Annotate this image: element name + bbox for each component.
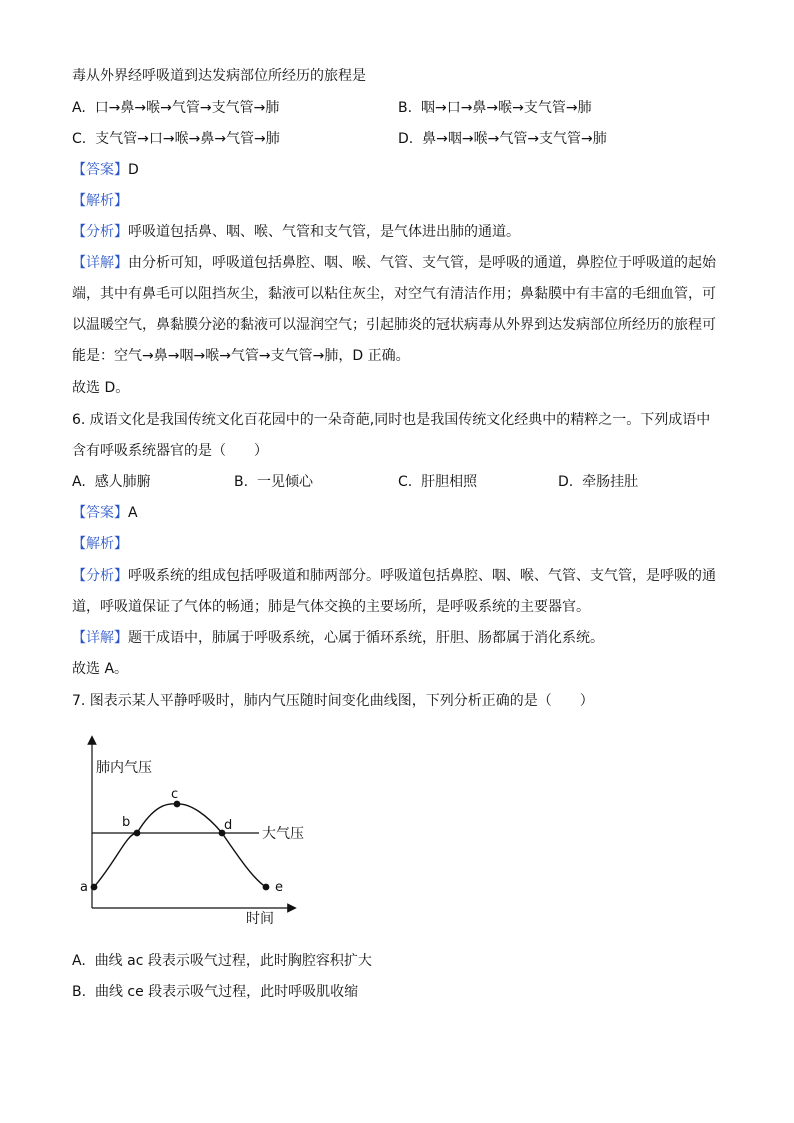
- q6-fenxi-line-1: 【分析】呼吸系统的组成包括呼吸道和肺两部分。呼吸道包括鼻腔、咽、喉、气管、支气管，是呼吸的通: [72, 568, 716, 584]
- y-axis-label: 肺内气压: [96, 760, 152, 776]
- q5-xiangjie-line-3: 以温暖空气，鼻黏膜分泌的黏液可以湿润空气；引起肺炎的冠状病毒从外界到达发病部位所经历的旅程可: [72, 317, 716, 333]
- q6-stem-line-2: 含有呼吸系统器官的是（ ）: [72, 443, 268, 459]
- point-a: [91, 884, 98, 891]
- q5-option-c: C. 支气管→口→喉→鼻→气管→肺: [72, 131, 280, 147]
- q6-xiangjie: 【详解】题干成语中，肺属于呼吸系统，心属于循环系统，肝胆、肠都属于消化系统。: [72, 630, 604, 646]
- q5-answer: 【答案】D: [72, 162, 139, 178]
- label-d: d: [224, 818, 233, 833]
- point-b: [134, 830, 141, 837]
- label-c: c: [171, 787, 179, 802]
- label-b: b: [122, 815, 131, 830]
- point-e: [263, 884, 270, 891]
- q6-conclusion: 故选 A。: [72, 661, 129, 677]
- ref-line-label: 大气压: [262, 826, 304, 842]
- q6-fenxi-line-2: 道，呼吸道保证了气体的畅通；肺是气体交换的主要场所，是呼吸系统的主要器官。: [72, 599, 590, 615]
- pressure-curve: [94, 804, 266, 887]
- q5-fenxi: 【分析】呼吸道包括鼻、咽、喉、气管和支气管，是气体进出肺的通道。: [72, 224, 520, 240]
- q5-xiangjie-line-4: 能是：空气→鼻→咽→喉→气管→支气管→肺，D 正确。: [72, 348, 410, 364]
- answer-tag: 【答案】: [72, 162, 128, 178]
- q5-xiangjie-line-2: 端，其中有鼻毛可以阻挡灰尘，黏液可以粘住灰尘，对空气有清洁作用；鼻黏膜中有丰富的毛细血管，可: [72, 286, 716, 302]
- q7-option-a: A. 曲线 ac 段表示吸气过程，此时胸腔容积扩大: [72, 953, 372, 969]
- q5-stem-tail: 毒从外界经呼吸道到达发病部位所经历的旅程是: [72, 68, 366, 84]
- q6-option-b: B. 一见倾心: [234, 474, 313, 490]
- q6-option-d: D. 牵肠挂肚: [558, 474, 639, 490]
- q5-xiangjie-line-1: 【详解】由分析可知，呼吸道包括鼻腔、咽、喉、气管、支气管，是呼吸的通道，鼻腔位于呼吸道的起始: [72, 255, 716, 271]
- x-axis-label: 时间: [246, 911, 274, 927]
- q6-stem-line-1: 6. 成语文化是我国传统文化百花园中的一朵奇葩,同时也是我国传统文化经典中的精粹之一。下列成语中: [72, 412, 711, 428]
- q5-option-d: D. 鼻→咽→喉→气管→支气管→肺: [398, 131, 607, 147]
- q5-option-a: A. 口→鼻→喉→气管→支气管→肺: [72, 100, 280, 116]
- q6-option-c: C. 肝胆相照: [398, 474, 478, 490]
- q6-analysis-tag: 【解析】: [72, 536, 128, 552]
- label-e: e: [275, 880, 283, 895]
- q5-option-b: B. 咽→口→鼻→喉→支气管→肺: [398, 100, 592, 116]
- q5-conclusion: 故选 D。: [72, 380, 130, 396]
- q7-option-b: B. 曲线 ce 段表示吸气过程，此时呼吸肌收缩: [72, 984, 359, 1000]
- q7-stem: 7. 图表示某人平静呼吸时，肺内气压随时间变化曲线图，下列分析正确的是（ ）: [72, 693, 594, 709]
- q6-answer: 【答案】A: [72, 505, 138, 521]
- q6-option-a: A. 感人肺腑: [72, 474, 151, 490]
- lung-pressure-figure: [72, 730, 322, 930]
- label-a: a: [80, 880, 88, 895]
- q5-analysis-tag: 【解析】: [72, 193, 128, 209]
